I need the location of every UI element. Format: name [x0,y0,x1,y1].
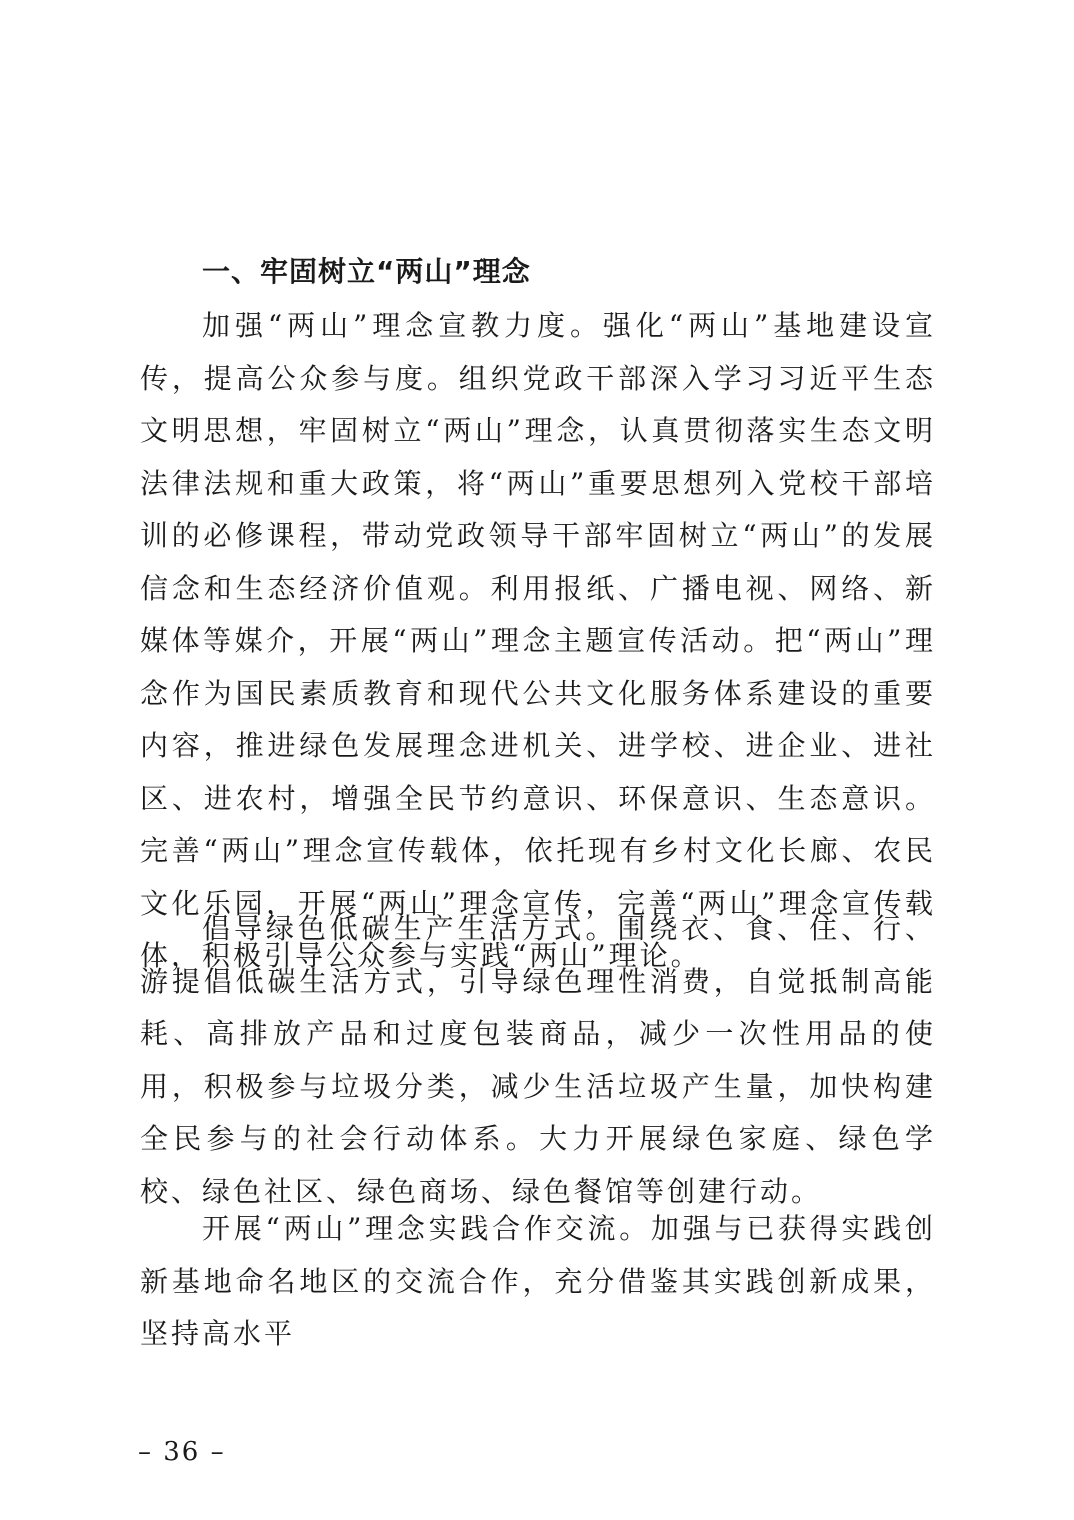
paragraph-cooperation: 开展“两山”理念实践合作交流。加强与已获得实践创新基地命名地区的交流合作，充分借鉴其实践创新成果，坚持高水平 [140,1212,936,1350]
paragraph-green-lifestyle: 倡导绿色低碳生产生活方式。围绕衣、食、住、行、游提倡低碳生活方式，引导绿色理性消费，自觉抵制高能耗、高排放产品和过度包装商品，减少一次性用品的使用，积极参与垃圾分类，减少生活垃圾产生量，加快构建全民参与的社会行动体系。大力开展绿色家庭、绿色学校、绿色社区、绿色商场、绿色餐馆等创建行动。 [140,912,936,1208]
paragraph-promotion: 加强“两山”理念宣教力度。强化“两山”基地建设宣传，提高公众参与度。组织党政干部深入学习习近平生态文明思想，牢固树立“两山”理念，认真贯彻落实生态文明法律法规和重大政策，将“两山”重要思想列入党校干部培训的必修课程，带动党政领导干部牢固树立“两山”的发展信念和生态经济价值观。利用报纸、广播电视、网络、新媒体等媒介，开展“两山”理念主题宣传活动。把“两山”理念作为国民素质教育和现代公共文化服务体系建设的重要内容，推进绿色发展理念进机关、进学校、进企业、进社区、进农村，增强全民节约意识、环保意识、生态意识。完善“两山”理念宣传载体，依托现有乡村文化长廊、农民文化乐园，开展“两山”理念宣传，完善“两山”理念宣传载体，积极引导公众参与实践“两山”理论。 [140,309,936,972]
section-heading: 一、牢固树立“两山”理念 [202,255,531,288]
page-number: – 36 – [138,1437,226,1467]
